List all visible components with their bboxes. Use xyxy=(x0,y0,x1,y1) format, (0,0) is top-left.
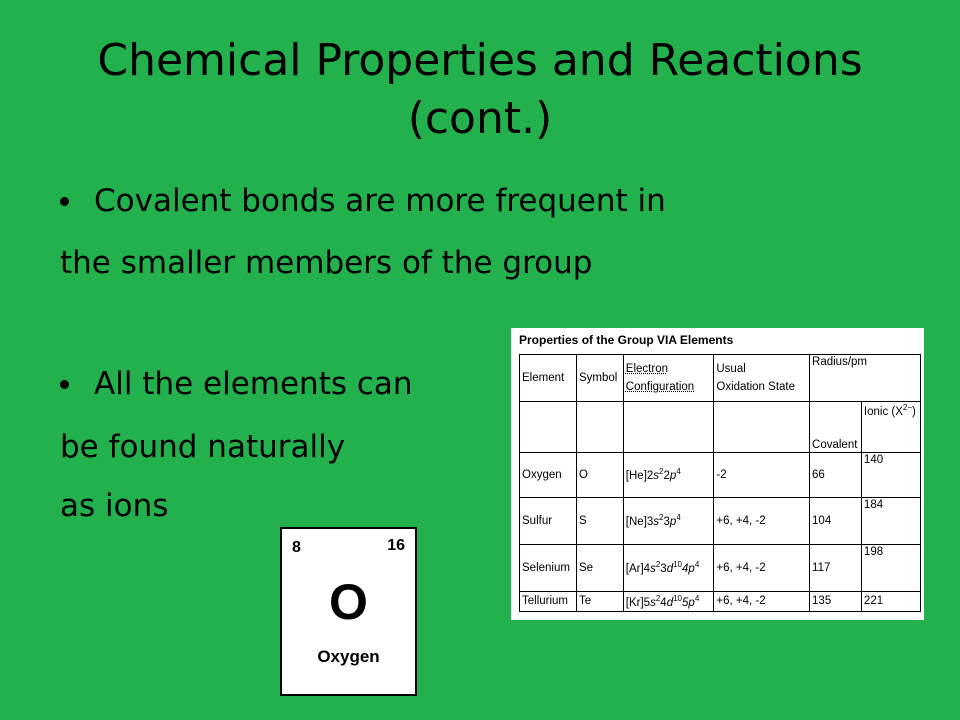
electron-config: $[Ar]4s^23d^{10}4p^4$ xyxy=(623,544,714,591)
bullet-2-line-1: All the elements can xyxy=(94,366,413,402)
header-radius: Radius/pm xyxy=(810,355,921,402)
electron-config: $[Ne]3s^23p^4$ xyxy=(623,497,714,544)
properties-table-image xyxy=(511,328,924,620)
element-name: Oxygen xyxy=(317,647,380,666)
table-row: Selenium Se $[Ar]4s^23d^{10}4p^4$ +6, +4, -2 117 198 xyxy=(520,544,921,591)
table-subheader-row xyxy=(520,401,921,452)
table-title: Properties of the Group VIA Elements xyxy=(519,333,734,347)
header-symbol: Symbol xyxy=(576,355,623,402)
atomic-number: 8 xyxy=(292,539,301,556)
slide-title: Chemical Properties and Reactions (cont.) xyxy=(97,35,863,144)
header-ionic: Ionic $(X^{2-})$ xyxy=(861,401,920,452)
electron-config: $[He]2s^22p^4$ xyxy=(623,452,714,497)
table-row: Tellurium Te $[Kr]5s^24d^{10}5p^4$ +6, +4, -2 135 221 xyxy=(520,591,921,611)
properties-table xyxy=(519,354,921,612)
table-row: Oxygen O $[He]2s^22p^4$ -2 66 140 xyxy=(520,452,921,497)
header-oxidation-state: Usual Oxidation State xyxy=(714,355,810,402)
table-row: Sulfur S $[Ne]3s^23p^4$ +6, +4, -2 104 184 xyxy=(520,497,921,544)
bullet-2-line-3: as ions xyxy=(60,488,169,524)
table-header-row xyxy=(520,355,921,402)
bullet-1-line-1: Covalent bonds are more frequent in xyxy=(94,183,666,219)
bullet-dot xyxy=(60,197,69,206)
element-symbol: O xyxy=(329,574,368,630)
header-element: Element xyxy=(520,355,577,402)
atomic-mass: 16 xyxy=(387,537,405,554)
electron-config: $[Kr]5s^24d^{10}5p^4$ xyxy=(623,591,714,611)
bullet-1-line-2: the smaller members of the group xyxy=(60,245,593,281)
header-electron-configuration: Electron Configuration xyxy=(623,355,714,402)
bullet-dot xyxy=(60,380,69,389)
bullet-2-line-2: be found naturally xyxy=(60,429,346,465)
header-covalent: Covalent xyxy=(810,401,862,452)
oxygen-element-tile xyxy=(280,527,417,696)
